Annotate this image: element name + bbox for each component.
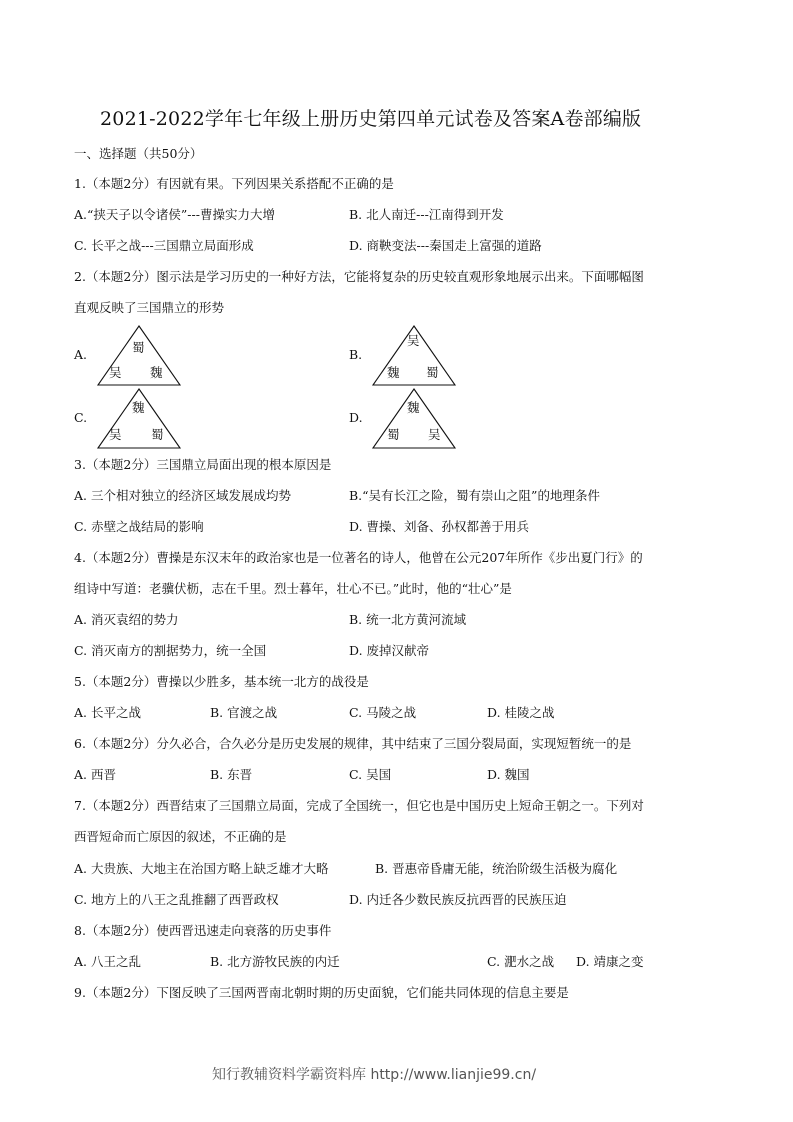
question-8-option-b: B. 北方游牧民族的内迁 bbox=[210, 954, 340, 969]
question-2-option-a-label: A. bbox=[74, 347, 88, 362]
question-9-stem: 9.（本题2分）下图反映了三国两晋南北朝时期的历史面貌，它们能共同体现的信息主要是 bbox=[74, 985, 569, 1000]
question-7-option-c: C. 地方上的八王之乱推翻了西晋政权 bbox=[74, 892, 279, 907]
question-2-option-b-label: B. bbox=[349, 347, 363, 362]
question-4-stem-line1: 4.（本题2分）曹操是东汉末年的政治家也是一位著名的诗人，他曾在公元207年所作《步出夏门行》的 bbox=[74, 550, 643, 565]
question-3-option-a: A. 三个相对独立的经济区域发展成均势 bbox=[74, 488, 291, 503]
question-7-stem-line1: 7.（本题2分）西晋结束了三国鼎立局面，完成了全国统一，但它也是中国历史上短命王朝之一。下列对 bbox=[74, 798, 644, 813]
question-7-option-b: B. 晋惠帝昏庸无能，统治阶级生活极为腐化 bbox=[375, 861, 618, 876]
section-heading: 一、选择题（共50分） bbox=[74, 146, 203, 161]
triangle-b-top: 吴 bbox=[407, 333, 420, 348]
question-1-option-d: D. 商鞅变法---秦国走上富强的道路 bbox=[349, 238, 542, 253]
question-8-option-d: D. 靖康之变 bbox=[576, 954, 644, 969]
question-1-stem: 1.（本题2分）有因就有果。下列因果关系搭配不正确的是 bbox=[74, 176, 394, 191]
page-title: 2021-2022学年七年级上册历史第四单元试卷及答案A卷部编版 bbox=[100, 108, 642, 130]
question-3-stem: 3.（本题2分）三国鼎立局面出现的根本原因是 bbox=[74, 457, 332, 472]
question-2-stem-line2: 直观反映了三国鼎立的形势 bbox=[74, 300, 225, 315]
triangle-b-left: 魏 bbox=[387, 365, 400, 380]
triangle-d-right: 吴 bbox=[428, 427, 441, 442]
question-8-stem: 8.（本题2分）使西晋迅速走向衰落的历史事件 bbox=[74, 923, 332, 938]
question-5-option-a: A. 长平之战 bbox=[74, 705, 141, 720]
triangle-diagram-d bbox=[371, 388, 457, 450]
question-1-option-c: C. 长平之战---三国鼎立局面形成 bbox=[74, 238, 254, 253]
triangle-d-left: 蜀 bbox=[387, 427, 400, 442]
question-7-option-d: D. 内迁各少数民族反抗西晋的民族压迫 bbox=[349, 892, 567, 907]
question-6-option-a: A. 西晋 bbox=[74, 767, 116, 782]
question-6-stem: 6.（本题2分）分久必合，合久必分是历史发展的规律，其中结束了三国分裂局面，实现短暂统一的是 bbox=[74, 736, 632, 751]
triangle-c-top: 魏 bbox=[132, 400, 145, 415]
question-3-option-c: C. 赤壁之战结局的影响 bbox=[74, 519, 204, 534]
triangle-diagram-b bbox=[371, 325, 457, 387]
question-8-option-c: C. 淝水之战 bbox=[487, 954, 555, 969]
question-4-option-a: A. 消灭袁绍的势力 bbox=[74, 612, 179, 627]
question-2-stem-line1: 2.（本题2分）图示法是学习历史的一种好方法，它能将复杂的历史较直观形象地展示出来。下面哪幅图 bbox=[74, 269, 644, 284]
triangle-diagram-a bbox=[96, 325, 182, 387]
question-5-option-b: B. 官渡之战 bbox=[210, 705, 278, 720]
triangle-c-left: 吴 bbox=[109, 427, 122, 442]
triangle-d-top: 魏 bbox=[407, 400, 420, 415]
question-6-option-d: D. 魏国 bbox=[487, 767, 530, 782]
question-4-option-c: C. 消灭南方的割据势力，统一全国 bbox=[74, 643, 267, 658]
question-4-stem-line2: 组诗中写道：老骥伏枥，志在千里。烈士暮年，壮心不已。”此时，他的“壮心”是 bbox=[74, 581, 512, 596]
question-3-option-d: D. 曹操、刘备、孙权都善于用兵 bbox=[349, 519, 530, 534]
triangle-c-right: 蜀 bbox=[151, 427, 164, 442]
question-6-option-b: B. 东晋 bbox=[210, 767, 253, 782]
triangle-a-top: 蜀 bbox=[132, 340, 145, 355]
triangle-a-right: 魏 bbox=[150, 365, 163, 380]
question-7-option-a: A. 大贵族、大地主在治国方略上缺乏雄才大略 bbox=[74, 861, 329, 876]
question-2-option-d-label: D. bbox=[349, 410, 363, 425]
question-5-stem: 5.（本题2分）曹操以少胜多，基本统一北方的战役是 bbox=[74, 674, 369, 689]
triangle-diagram-c bbox=[96, 388, 182, 450]
footer-watermark-link[interactable]: 知行教辅资料学霸资料库 http://www.lianjie99.cn/ bbox=[212, 1067, 537, 1083]
question-4-option-d: D. 废掉汉献帝 bbox=[349, 643, 430, 658]
question-1-option-b: B. 北人南迁---江南得到开发 bbox=[349, 207, 504, 222]
question-7-stem-line2: 西晋短命而亡原因的叙述，不正确的是 bbox=[74, 829, 287, 844]
triangle-a-left: 吴 bbox=[109, 365, 122, 380]
question-5-option-c: C. 马陵之战 bbox=[349, 705, 417, 720]
triangle-b-right: 蜀 bbox=[426, 365, 439, 380]
question-6-option-c: C. 吴国 bbox=[349, 767, 392, 782]
question-1-option-a: A.“挟天子以令诸侯”---曹操实力大增 bbox=[74, 207, 275, 222]
question-8-option-a: A. 八王之乱 bbox=[74, 954, 141, 969]
question-2-option-c-label: C. bbox=[74, 410, 88, 425]
question-5-option-d: D. 桂陵之战 bbox=[487, 705, 555, 720]
question-4-option-b: B. 统一北方黄河流域 bbox=[349, 612, 467, 627]
question-3-option-b: B.“吴有长江之险，蜀有崇山之阻”的地理条件 bbox=[349, 488, 600, 503]
